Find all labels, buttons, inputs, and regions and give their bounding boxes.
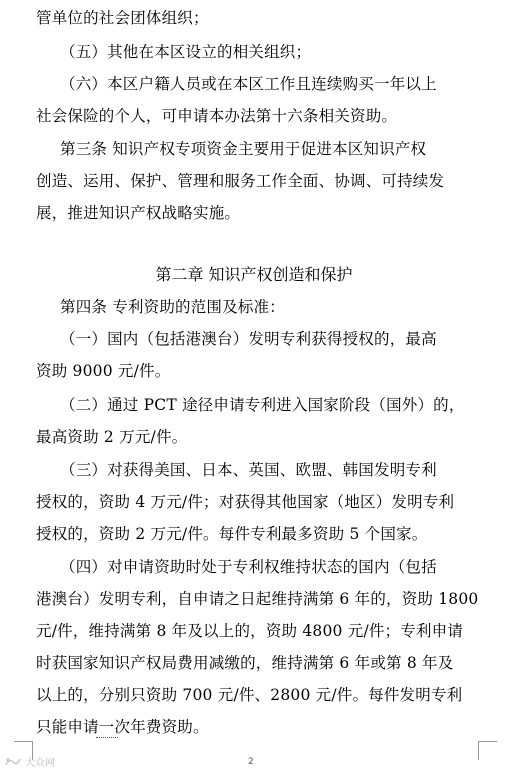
- text-line: 只能申请一次年费资助。: [36, 718, 209, 736]
- text-line: 社会保险的个人，可申请本办法第十六条相关资助。: [36, 107, 398, 125]
- text-line: （四）对申请资助时处于专利权维持状态的国内（包括: [60, 558, 437, 576]
- chapter-heading: 第二章 知识产权创造和保护: [155, 265, 353, 284]
- page-number: 2: [248, 757, 254, 767]
- margin-corner-mark: [478, 741, 497, 760]
- text-line: （五）其他在本区设立的相关组织；: [60, 43, 312, 61]
- text-line: （三）对获得美国、日本、英国、欧盟、韩国发明专利: [60, 461, 437, 479]
- text-line: 授权的，资助 4 万元/件；对获得其他国家（地区）发明专利: [36, 493, 455, 511]
- text-line: 以上的，分别只资助 700 元/件、2800 元/件。每件发明专利: [36, 686, 463, 704]
- text-line: 时获国家知识产权局费用减缴的，维持满第 6 年或第 8 年及: [36, 654, 454, 672]
- text-line: 授权的，资助 2 万元/件。每件专利最多资助 5 个国家。: [36, 525, 428, 543]
- article-heading: 第四条 专利资助的范围及标准：: [60, 298, 285, 316]
- text-line: 第三条 知识产权专项资金主要用于促进本区知识产权: [60, 140, 427, 158]
- text-line: 港澳台）发明专利，自申请之日起维持满第 6 年的，资助 1800: [36, 590, 479, 608]
- text-line: （六）本区户籍人员或在本区工作且连续购买一年以上: [60, 75, 437, 93]
- text-line: 资助 9000 元/件。: [36, 362, 171, 380]
- spellcheck-underline: [96, 734, 118, 738]
- text-line: 元/件，维持满第 8 年及以上的，资助 4800 元/件；专利申请: [36, 622, 464, 640]
- text-line: 最高资助 2 万元/件。: [36, 428, 188, 446]
- text-line: 创造、运用、保护、管理和服务工作全面、协调、可持续发: [36, 172, 445, 190]
- text-line: 管单位的社会团体组织；: [36, 9, 209, 27]
- text-line: （一）国内（包括港澳台）发明专利获得授权的，最高: [60, 330, 437, 348]
- text-line: （二）通过 PCT 途径申请专利进入国家阶段（国外）的，: [60, 396, 465, 414]
- watermark-text: 大众网: [25, 758, 55, 769]
- watermark: [4, 754, 55, 769]
- text-line: 展，推进知识产权战略实施。: [36, 204, 241, 222]
- watermark-logo-icon: [4, 756, 22, 768]
